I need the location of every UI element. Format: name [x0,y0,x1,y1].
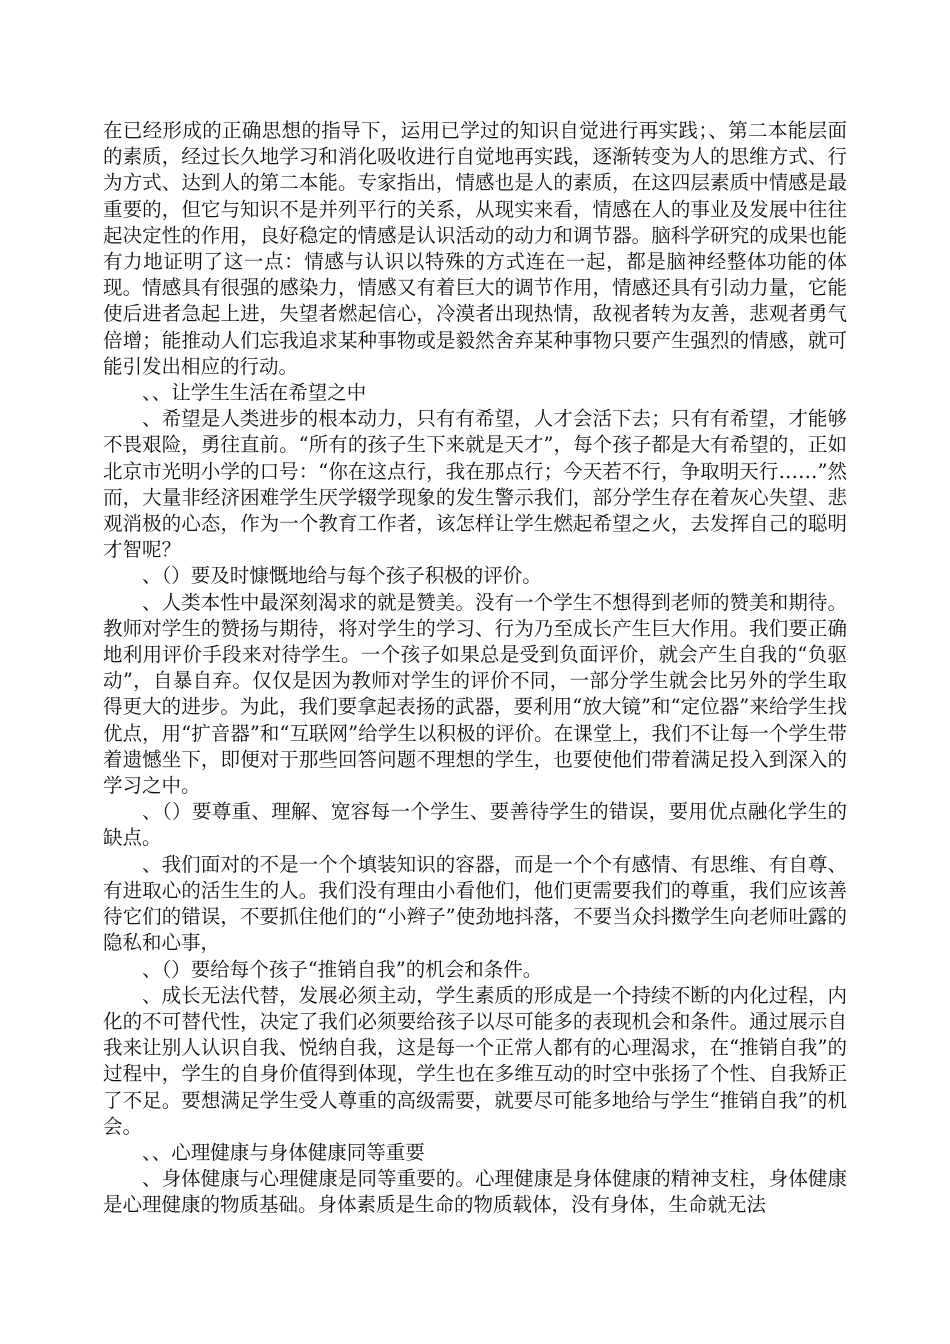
body-paragraph-evaluation: 、人类本性中最深刻渴求的就是赞美。没有一个学生不想得到老师的赞美和期待。教师对学生的赞扬与期待，将对学生的学习、行为乃至成长产生巨大作用。我们要正确地利用评价手段来对待学生。一个孩子如果总是受到负面评价，就会产生自我的“负驱动”，自暴自弃。仅仅是因为教师对学生的评价不同，一部分学生就会比另外的学生取得更大的进步。为此，我们要拿起表扬的武器，要利用“放大镜”和“定位器”来给学生找优点，用“扩音器”和“互联网”给学生以积极的评价。在课堂上，我们不让每一个学生带着遗憾坐下，即便对于那些回答问题不理想的学生，也要使他们带着满足投入到深入的学习之中。 [103,590,847,798]
body-paragraph-self-promotion: 、成长无法代替，发展必须主动，学生素质的形成是一个持续不断的内化过程，内化的不可替代性，决定了我们必须要给孩子以尽可能多的表现机会和条件。通过展示自我来让别人认识自我、悦纳自我，这是每一个正常人都有的心理渴求，在“推销自我”的过程中，学生的自身价值得到体现，学生也在多维互动的时空中张扬了个性、自我矫正了不足。要想满足学生受人尊重的高级需要，就要尽可能多地给与学生“推销自我”的机会。 [103,983,847,1138]
document-page [103,118,847,1219]
body-paragraph-1: 在已经形成的正确思想的指导下，运用已学过的知识自觉进行再实践；、第二本能层面的素质，经过长久地学习和消化吸收进行自觉地再实践，逐渐转变为人的思维方式、行为方式、达到人的第二本能。专家指出，情感也是人的素质，在这四层素质中情感是最重要的，但它与知识不是并列平行的关系，从现实来看，情感在人的事业及发展中往往起决定性的作用，良好稳定的情感是认识活动的动力和调节器。脑科学研究的成果也能有力地证明了这一点：情感与认识以特殊的方式连在一起，都是脑神经整体功能的体现。情感具有很强的感染力，情感又有着巨大的调节作用，情感还具有引动力量，它能使后进者急起上进，失望者燃起信心，冷漠者出现热情，敌视者转为友善，悲观者勇气倍增；能推动人们忘我追求某种事物或是毅然舍弃某种事物只要产生强烈的情感，就可能引发出相应的行动。 [103,119,847,378]
subheading-respect: 、（）要尊重、理解、宽容每一个学生、要善待学生的错误，要用优点融化学生的缺点。 [103,800,847,850]
body-paragraph-hope: 、希望是人类进步的根本动力，只有有希望，人才会活下去；只有有希望，才能够不畏艰险，勇往直前。“所有的孩子生下来就是天才”，每个孩子都是大有希望的，正如北京市光明小学的口号：“你在这点行，我在那点行；今天若不行，争取明天行……”然而，大量非经济困难学生厌学辍学现象的发生警示我们，部分学生存在着灰心失望、悲观消极的心态，作为一个教育工作者，该怎样让学生燃起希望之火，去发挥自己的聪明才智呢？ [103,407,847,562]
section-heading-hope: 、、让学生生活在希望之中 [142,381,367,405]
body-paragraph-respect: 、我们面对的不是一个个填装知识的容器，而是一个个有感情、有思维、有自尊、有进取心的活生生的人。我们没有理由小看他们，他们更需要我们的尊重，我们应该善待它们的错误，不要抓住他们的“小辫子”使劲地抖落，不要当众抖擞学生向老师吐露的隐私和心事， [103,852,847,955]
section-heading-mental-health: 、、心理健康与身体健康同等重要 [142,1140,425,1164]
subheading-evaluation: 、（）要及时慷慨地给与每个孩子积极的评价。 [142,564,542,588]
body-paragraph-mental-health: 、身体健康与心理健康是同等重要的。心理健康是身体健康的精神支柱，身体健康是心理健康的物质基础。身体素质是生命的物质载体，没有身体，生命就无法 [103,1167,847,1217]
subheading-self-promotion: 、（）要给每个孩子“推销自我”的机会和条件。 [142,957,543,981]
